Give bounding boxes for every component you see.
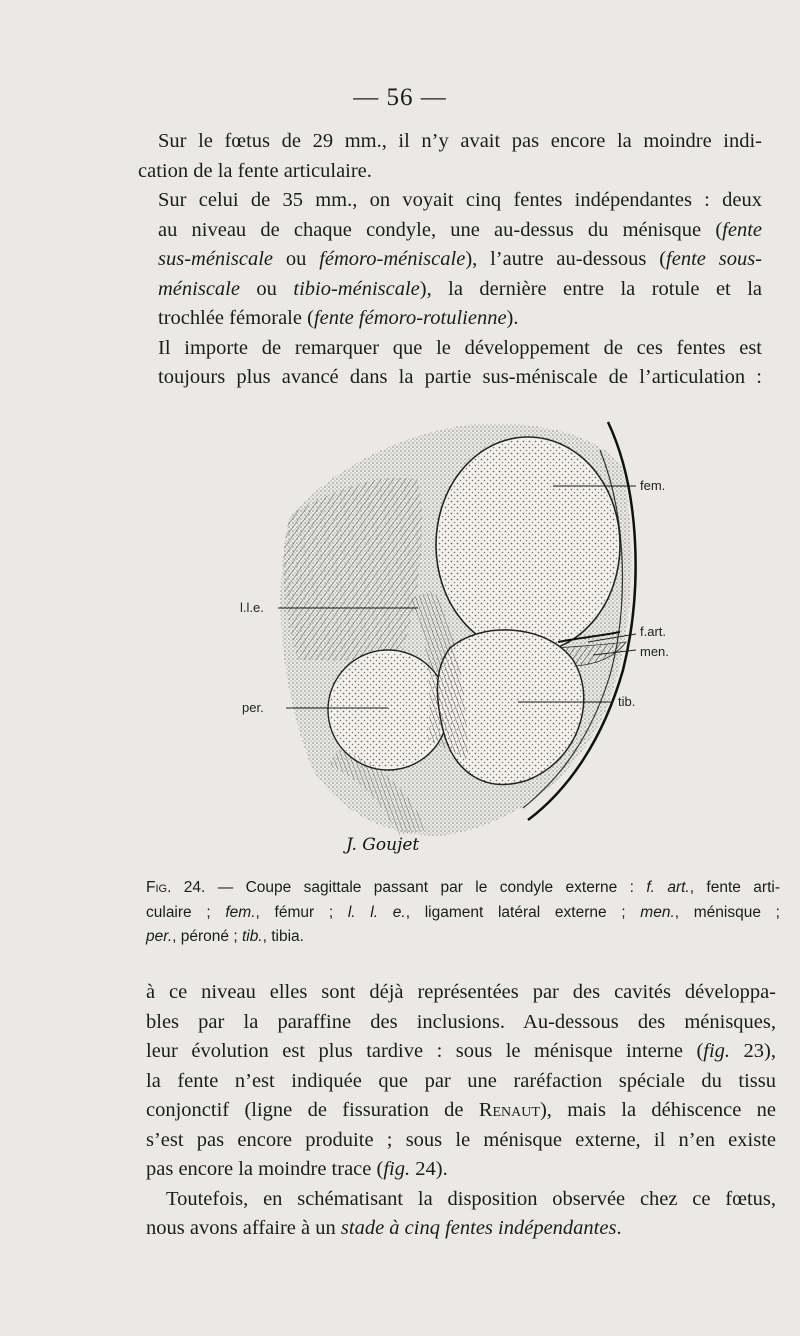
figure-caption (146, 876, 780, 950)
italic-term: fémoro-méniscale (319, 248, 466, 270)
artist-signature: J. Goujet (346, 835, 420, 855)
text-span: ), mais la déhiscence ne (539, 1099, 776, 1121)
author-name: Renaut (478, 1099, 540, 1121)
lower-text-block (146, 978, 776, 1244)
italic-term: tib. (241, 928, 263, 945)
femoral-condyle-stipple (438, 439, 618, 651)
text-span: ), la dernière entre la rotule et la (419, 277, 763, 300)
label-tib: tib. (618, 694, 636, 709)
paragraph (146, 978, 776, 1185)
text-line: Toutefois, en schématisant la disposition observée chez ce fœtus, (166, 1187, 776, 1210)
label-men: men. (640, 644, 669, 659)
text-line: bles par la paraffine des inclusions. Au-dessous des ménisques, (146, 1010, 776, 1033)
text-span: , fente arti- (689, 879, 780, 896)
text-line: la fente n’est indiquée que par une raréfaction spéciale du tissu (146, 1069, 776, 1092)
text-line: cation de la fente articulaire. (138, 159, 372, 182)
italic-term: l. l. e. (347, 903, 406, 921)
paragraph (138, 334, 762, 393)
text-span: 24). (410, 1158, 448, 1180)
text-span: ou (239, 277, 294, 300)
text-line (138, 216, 762, 246)
paragraph (138, 186, 762, 334)
text-span: , ménisque ; (674, 903, 780, 921)
text-line: Il importe de remarquer que le développement de ces fentes est (158, 336, 762, 359)
italic-term: sus-méniscale (158, 248, 274, 270)
figure-number: Fig. 24. (146, 879, 206, 896)
text-span: ou (273, 248, 320, 270)
text-line: s’est pas encore produite ; sous le ménisque externe, il n’en existe (146, 1128, 776, 1151)
text-line: Sur celui de 35 mm., on voyait cinq fentes indépendantes : deux (158, 189, 762, 211)
text-line (138, 275, 762, 305)
caption-line (146, 901, 780, 926)
text-line: à ce niveau elles sont déjà représentées par des cavités développa- (146, 981, 776, 1003)
page-number: — 56 — (353, 84, 447, 111)
label-lle: l.l.e. (240, 600, 264, 615)
text-span: , ligament latéral externe ; (405, 903, 641, 921)
italic-term: méniscale (158, 277, 240, 300)
label-fem: fem. (640, 478, 666, 493)
text-span: , péroné ; (172, 928, 242, 945)
text-span: culaire ; (146, 903, 226, 921)
italic-term: stade à cinq fentes indépendantes (340, 1217, 617, 1239)
text-line (146, 1096, 776, 1126)
text-span: — Coupe sagittale passant par le condyle externe : (205, 879, 647, 896)
italic-term: fig. (703, 1040, 731, 1062)
text-span: ). (506, 307, 519, 329)
text-line: toujours plus avancé dans la partie sus-méniscale de l’articulation : (158, 366, 762, 388)
knee-section-drawing (228, 410, 698, 870)
italic-term: fem. (225, 903, 256, 921)
paragraph (138, 127, 762, 186)
text-span: , fémur ; (255, 903, 348, 921)
label-fart: f.art. (640, 624, 667, 639)
text-span: au niveau de chaque condyle, une au-dessus du ménisque ( (158, 218, 723, 241)
text-span: pas encore la moindre trace ( (146, 1158, 384, 1180)
caption-line (146, 876, 780, 901)
italic-term: per. (146, 928, 173, 945)
italic-term: tibio-méniscale (293, 277, 420, 300)
italic-term: fig. (383, 1158, 411, 1180)
text-line (138, 245, 762, 275)
italic-term: fente (722, 218, 762, 241)
text-line (146, 1155, 776, 1185)
text-span: conjonctif (ligne de fissuration de (146, 1099, 479, 1121)
figure-24-illustration (228, 410, 698, 870)
text-span: nous avons affaire à un (146, 1217, 341, 1239)
upper-text-block (138, 127, 762, 393)
italic-term: fente sous- (666, 248, 763, 270)
italic-term: f. art. (646, 879, 690, 896)
text-line (146, 1037, 776, 1067)
text-span: 23), (730, 1040, 776, 1062)
text-span: leur évolution est plus tardive : sous le ménisque interne ( (146, 1040, 704, 1062)
label-per: per. (242, 700, 264, 715)
text-span: ), l’autre au-dessous ( (465, 248, 667, 270)
caption-line (146, 925, 780, 950)
text-line (138, 304, 762, 334)
text-line (146, 1214, 776, 1244)
text-span: . (616, 1217, 622, 1239)
italic-term: men. (640, 903, 675, 921)
text-line: Sur le fœtus de 29 mm., il n’y avait pas encore la moindre indi- (158, 130, 762, 152)
text-span: , tibia. (262, 928, 304, 945)
text-span: trochlée fémorale ( (158, 307, 314, 329)
paragraph (146, 1185, 776, 1244)
italic-term: fente fémoro-rotulienne (313, 307, 507, 329)
